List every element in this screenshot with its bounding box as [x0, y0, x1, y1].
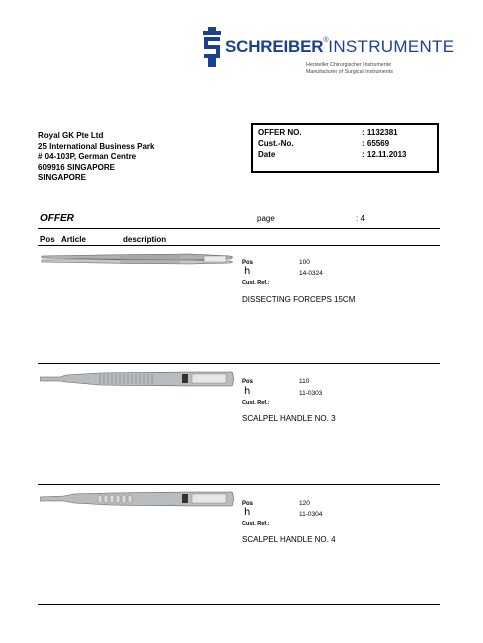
page-label: page [257, 214, 275, 223]
item-cust-ref-label: Cust. Ref.: [242, 280, 270, 286]
date-value: : 12.11.2013 [362, 150, 407, 159]
item-article-number: 11-0303 [299, 390, 323, 397]
divider [38, 228, 440, 229]
schreiber-logo-icon [203, 27, 221, 67]
divider [38, 484, 440, 485]
item-glyph: h [244, 386, 251, 397]
page-number: : 4 [356, 214, 365, 223]
offer-number-row [258, 128, 398, 137]
brand-tagline-de: Hersteller Chirurgischer Instrumente [306, 62, 392, 68]
column-header-description: description [123, 235, 167, 244]
address-line: Royal GK Pte Ltd [38, 131, 104, 140]
divider [38, 363, 440, 364]
item-glyph: h [244, 507, 251, 518]
customer-number-value: : 65569 [362, 139, 390, 148]
customer-number-label: Cust.-No. [258, 139, 294, 148]
item-cust-ref-label: Cust. Ref.: [242, 521, 270, 527]
column-header-article: Article [61, 235, 86, 244]
scalpel-handle-icon [40, 489, 236, 509]
address-line: 609916 SINGAPORE [38, 162, 115, 172]
address-line: # 04-103P, German Centre [38, 152, 137, 162]
item-pos-number: 110 [299, 378, 310, 385]
offer-number-value: : 1132381 [362, 128, 398, 137]
divider [38, 604, 440, 605]
date-row [258, 150, 407, 159]
item-pos-label: Pos [242, 379, 254, 385]
item-pos-number: 120 [299, 500, 310, 507]
customer-number-row [258, 139, 390, 148]
offer-number-label: OFFER NO. [258, 128, 302, 137]
recipient-address [38, 131, 155, 184]
date-label: Date [258, 150, 276, 159]
forceps-icon [40, 252, 236, 266]
brand-name: SCHREIBER®INSTRUMENTE [225, 37, 455, 56]
divider [38, 245, 440, 246]
item-pos-number: 100 [299, 259, 310, 266]
scalpel-handle-icon [40, 369, 236, 389]
item-article-number: 11-0304 [299, 511, 323, 518]
brand-tagline-en: Manufacturer of Surgical Instruments [306, 69, 393, 75]
item-article-number: 14-0324 [299, 270, 323, 277]
item-cust-ref-label: Cust. Ref.: [242, 400, 270, 406]
address-line: SINGAPORE [38, 173, 87, 183]
offer-info-box [251, 123, 439, 173]
item-pos-label: Pos [242, 260, 254, 266]
item-description: DISSECTING FORCEPS 15CM [242, 295, 356, 304]
item-description: SCALPEL HANDLE NO. 4 [242, 535, 336, 544]
address-line: 25 International Business Park [38, 141, 155, 151]
document-title: OFFER [40, 213, 74, 224]
item-pos-label: Pos [242, 501, 254, 507]
column-header-pos: Pos [40, 235, 55, 244]
item-glyph: h [244, 266, 251, 277]
item-description: SCALPEL HANDLE NO. 3 [242, 414, 336, 423]
